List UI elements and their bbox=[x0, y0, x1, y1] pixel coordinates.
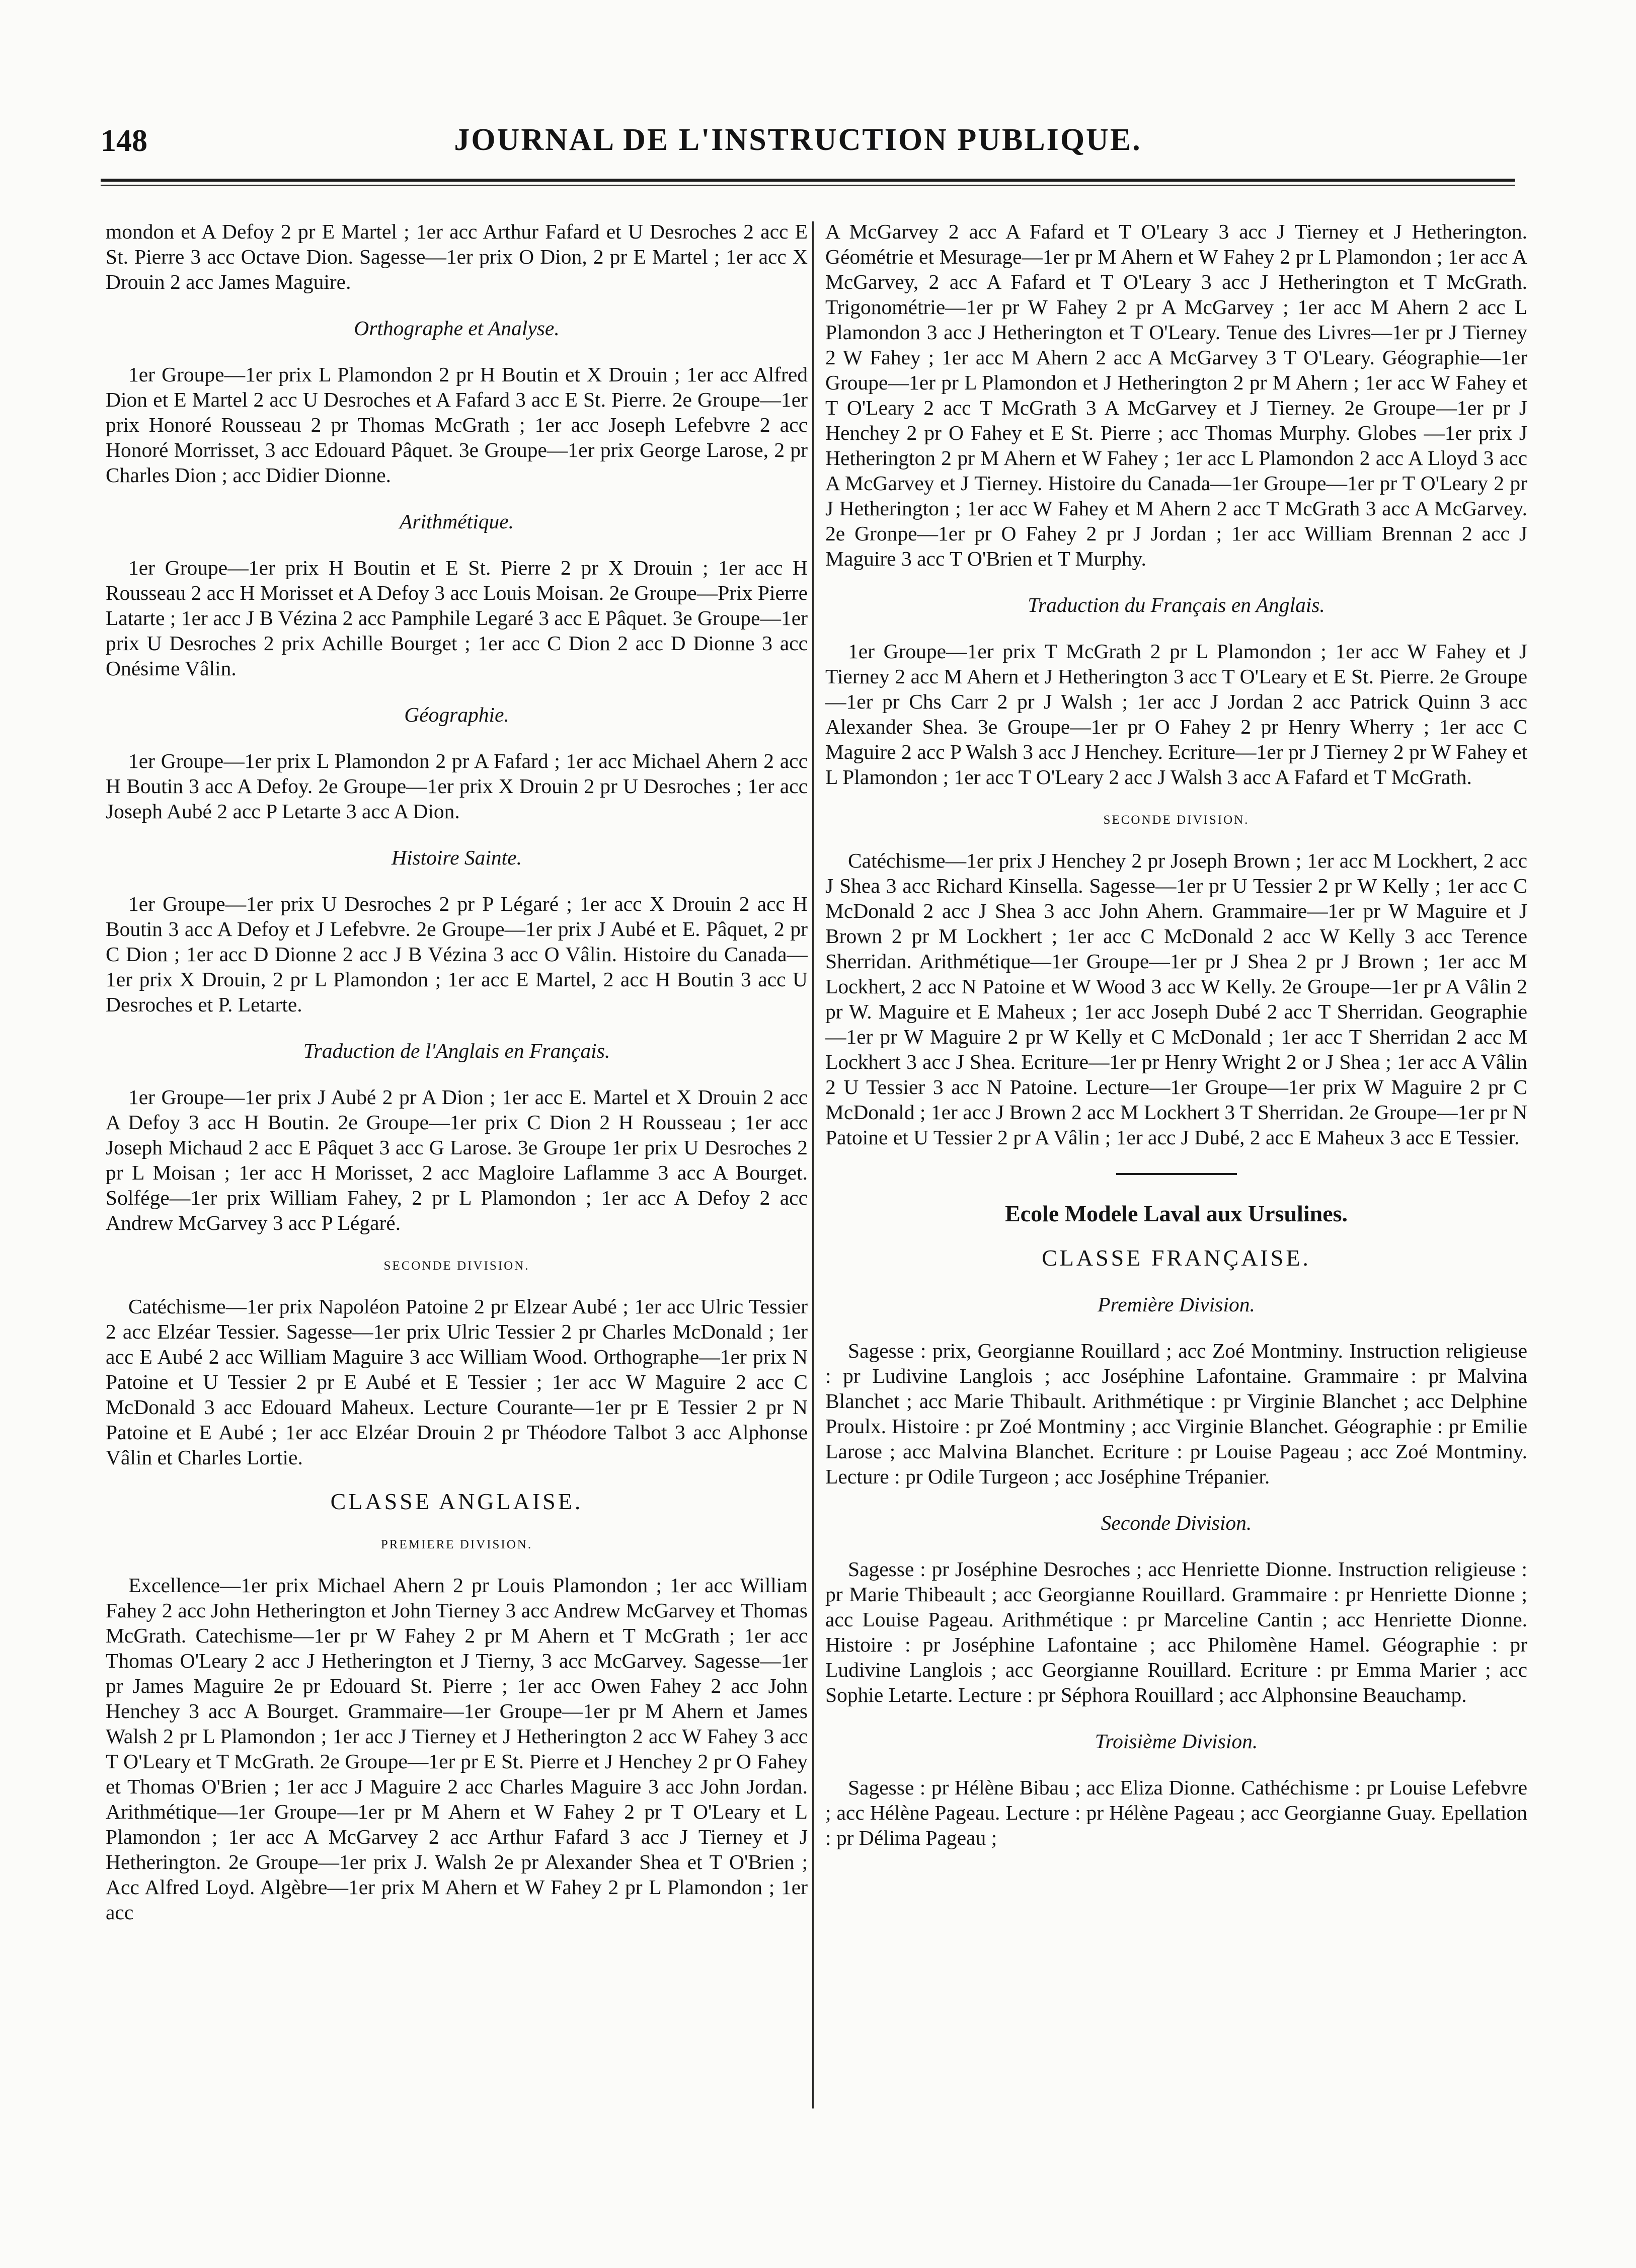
page-number: 148 bbox=[101, 124, 147, 158]
paragraph: Sagesse : pr Hélène Bibau ; acc Eliza Dionne. Cathéchisme : pr Louise Lefebvre ; acc Hélène Pageau. Lecture : pr Hélène Pageau ; acc Georgianne Guay. Epellation : pr Délima Pageau ; bbox=[825, 1776, 1527, 1849]
paragraph: Sagesse : prix, Georgianne Rouillard ; acc Zoé Montminy. Instruction religieuse : pr Ludivine Langlois ; acc Joséphine Lafontaine. Grammaire : pr Malvina Blanchet ; acc Marie Thibault. Arithmétique : pr Virginie Blanchet ; acc Delphine Proulx. Histoire : pr Zoé Montminy ; acc Virginie Blanchet. Géographie : pr Emilie Larose ; acc Malvina Blanchet. Ecriture : pr Louise Pageau ; acc Zoé Montminy. Lecture : pr Odile Turgeon ; acc Joséphine Trépanier. bbox=[825, 1339, 1527, 1488]
column-divider bbox=[812, 221, 814, 2108]
school-heading: Ecole Modele Laval aux Ursulines. bbox=[1004, 1201, 1348, 1226]
header-rule-thick bbox=[101, 179, 1515, 182]
section-heading: Seconde Division. bbox=[1101, 1511, 1252, 1534]
division-heading: SECONDE DIVISION. bbox=[1103, 813, 1250, 827]
division-heading: SECONDE DIVISION. bbox=[383, 1259, 530, 1273]
section-heading: Troisième Division. bbox=[1095, 1730, 1258, 1753]
paragraph: 1er Groupe—1er prix U Desroches 2 pr P Légaré ; 1er acc X Drouin 2 acc H Boutin 3 acc A Defoy et J Lefebvre. 2e Groupe—1er prix J Aubé et E. Pâquet, 2 pr C Dion ; 1er acc D Dionne 2 acc J B Vézina 3 acc O Vâlin. Histoire du Canada—1er prix X Drouin, 2 pr L Plamondon ; 1er acc E Martel, 2 acc H Boutin 3 acc U Desroches et P. Letarte. bbox=[106, 892, 808, 1016]
paragraph: mondon et A Defoy 2 pr E Martel ; 1er acc Arthur Fafard et U Desroches 2 acc E St. Pierre 3 acc Octave Dion. Sagesse—1er prix O Dion, 2 pr E Martel ; 1er acc X Drouin 2 acc James Maguire. bbox=[106, 220, 808, 293]
left-column bbox=[106, 219, 808, 2111]
class-heading: CLASSE ANGLAISE. bbox=[330, 1489, 583, 1514]
paragraph: Sagesse : pr Joséphine Desroches ; acc Henriette Dionne. Instruction religieuse : pr Marie Thibeault ; acc Georgianne Rouillard. Grammaire : pr Henriette Dionne ; acc Louise Pageau. Arithmétique : pr Marceline Cantin ; acc Henriette Dionne. Histoire : pr Joséphine Lafontaine ; acc Philomène Hamel. Géographie : pr Ludivine Langlois ; acc Georgianne Rouillard. Ecriture : pr Emma Marier ; acc Sophie Letarte. Lecture : pr Séphora Rouillard ; acc Alphonsine Beauchamp. bbox=[825, 1557, 1527, 1706]
paragraph: 1er Groupe—1er prix H Boutin et E St. Pierre 2 pr X Drouin ; 1er acc H Rousseau 2 acc H Morisset et A Defoy 3 acc Louis Moisan. 2e Groupe—Prix Pierre Latarte ; 1er acc J B Vézina 2 acc Pamphile Legaré 3 acc E Pâquet. 3e Groupe—1er prix U Desroches 2 prix Achille Bourget ; 1er acc C Dion 2 acc D Dionne 3 acc Onésime Vâlin. bbox=[106, 556, 808, 680]
section-heading: Histoire Sainte. bbox=[392, 846, 522, 869]
section-heading: Arithmétique. bbox=[399, 510, 514, 533]
section-heading: Orthographe et Analyse. bbox=[354, 317, 560, 340]
division-heading: PREMIERE DIVISION. bbox=[380, 1538, 533, 1551]
paragraph: 1er Groupe—1er prix T McGrath 2 pr L Plamondon ; 1er acc W Fahey et J Tierney 2 acc M Ahern et J Hetherington 3 acc T O'Leary et E St. Pierre. 2e Groupe—1er pr Chs Carr 2 pr J Walsh ; 1er acc J Jordan 2 acc Patrick Quinn 3 acc Alexander Shea. 3e Groupe—1er pr O Fahey 2 pr Henry Wherry ; 1er acc C Maguire 2 acc P Walsh 3 acc J Henchey. Ecriture—1er pr J Tierney 2 pr W Fahey et L Plamondon ; 1er acc T O'Leary 2 acc J Walsh 3 acc A Fafard et T McGrath. bbox=[825, 640, 1527, 789]
section-heading: Géographie. bbox=[404, 703, 509, 726]
paragraph: 1er Groupe—1er prix L Plamondon 2 pr H Boutin et X Drouin ; 1er acc Alfred Dion et E Martel 2 acc U Desroches et A Fafard 3 acc E St. Pierre. 2e Groupe—1er prix Honoré Rousseau 2 pr Thomas McGrath ; 1er acc Joseph Lefebvre 2 acc Honoré Morrisset, 3 acc Edouard Pâquet. 3e Groupe—1er prix George Larose, 2 pr Charles Dion ; acc Didier Dionne. bbox=[106, 363, 808, 487]
paragraph: A McGarvey 2 acc A Fafard et T O'Leary 3 acc J Tierney et J Hetherington. Géométrie et Mesurage—1er pr M Ahern et W Fahey 2 pr L Plamondon ; 1er acc A McGarvey, 2 acc A Fafard et T O'Leary 3 acc J Hetherington et T McGrath. Trigonométrie—1er pr W Fahey 2 pr A McGarvey ; 1er acc M Ahern 2 acc L Plamondon 3 acc J Hetherington et T O'Leary. Tenue des Livres—1er pr J Tierney 2 W Fahey ; 1er acc M Ahern 2 acc A McGarvey 3 T O'Leary. Géographie—1er Groupe—1er pr L Plamondon et J Hetherington 2 pr M Ahern ; 1er acc W Fahey et T O'Leary 2 acc T McGrath 3 A McGarvey et J Tierney. 2e Groupe—1er pr J Henchey 2 pr O Fahey et E St. Pierre ; acc Thomas Murphy. Globes —1er prix J Hetherington 2 pr M Ahern et W Fahey ; 1er acc L Plamondon 2 acc A Lloyd 3 acc A McGarvey et J Tierney. Histoire du Canada—1er Groupe—1er pr T O'Leary 2 pr J Hetherington ; 1er acc W Fahey et M Ahern 2 acc T McGrath 3 acc A McGarvey. 2e Gronpe—1er pr O Fahey 2 pr J Jordan ; 1er acc William Brennan 2 acc J Maguire 3 acc T O'Brien et T Murphy. bbox=[825, 220, 1527, 570]
class-heading: CLASSE FRANÇAISE. bbox=[1042, 1245, 1311, 1271]
paragraph: Catéchisme—1er prix Napoléon Patoine 2 pr Elzear Aubé ; 1er acc Ulric Tessier 2 acc Elzéar Tessier. Sagesse—1er prix Ulric Tessier 2 pr Charles McDonald ; 1er acc E Aubé 2 acc William Maguire 3 acc William Wood. Orthographe—1er prix N Patoine et U Tessier 2 pr E Aubé et E Tessier ; 1er acc W Maguire 2 acc C McDonald 3 acc Edouard Maheux. Lecture Courante—1er pr E Tessier 2 pr N Patoine et E Aubé ; 1er acc Elzéar Drouin 2 pr Théodore Talbot 3 acc Alphonse Vâlin et Charles Lortie. bbox=[106, 1295, 808, 1469]
right-column bbox=[825, 219, 1527, 2111]
running-title: JOURNAL DE L'INSTRUCTION PUBLIQUE. bbox=[454, 123, 1142, 157]
header-rule-thin bbox=[101, 185, 1515, 186]
section-heading: Traduction de l'Anglais en Français. bbox=[303, 1039, 610, 1062]
section-heading: Première Division. bbox=[1098, 1293, 1255, 1316]
paragraph: Excellence—1er prix Michael Ahern 2 pr Louis Plamondon ; 1er acc William Fahey 2 acc John Hetherington et John Tierney 3 acc Andrew McGarvey et Thomas McGrath. Catechisme—1er pr W Fahey 2 pr M Ahern et T McGrath ; 1er acc Thomas O'Leary 2 acc J Hetherington et J Tierny, 3 acc McGarvey. Sagesse—1er pr James Maguire 2e pr Edouard St. Pierre ; 1er acc Owen Fahey 2 acc John Henchey 3 acc A Bourget. Grammaire—1er Groupe—1er pr M Ahern et James Walsh 2 pr L Plamondon ; 1er acc J Tierney et J Hetherington 2 acc W Fahey 3 acc T O'Leary et T McGrath. 2e Groupe—1er pr E St. Pierre et J Henchey 2 pr O Fahey et Thomas O'Brien ; 1er acc J Maguire 2 acc Charles Maguire 3 acc John Jordan. Arithmétique—1er Groupe—1er pr M Ahern et W Fahey 2 pr T O'Leary et L Plamondon ; 1er acc A McGarvey 2 acc Arthur Fafard 3 acc J Tierney et J Hetherington. 2e Groupe—1er prix J. Walsh 2e pr Alexander Shea et T O'Brien ; Acc Alfred Loyd. Algèbre—1er prix M Ahern et W Fahey 2 pr L Plamondon ; 1er acc bbox=[106, 1574, 808, 1924]
paragraph: Catéchisme—1er prix J Henchey 2 pr Joseph Brown ; 1er acc M Lockhert, 2 acc J Shea 3 acc Richard Kinsella. Sagesse—1er pr U Tessier 2 pr W Kelly ; 1er acc C McDonald 2 acc J Shea 3 acc John Ahern. Grammaire—1er pr W Maguire et J Brown 2 pr M Lockhert ; 1er acc C McDonald 2 acc W Kelly 3 acc Terence Sherridan. Arithmétique—1er Groupe—1er pr J Shea 2 pr J Brown ; 1er acc M Lockhert, 2 acc N Patoine et W Wood 3 acc W Kelly. 2e Groupe—1er pr A Vâlin 2 pr W. Maguire et E Maheux ; 1er acc Joseph Dubé 2 acc T Sherridan. Geographie—1er pr W Maguire 2 pr W Kelly et C McDonald ; 1er acc T Sherridan 2 acc M Lockhert 3 acc J Shea. Ecriture—1er pr Henry Wright 2 or J Shea ; 1er acc A Vâlin 2 U Tessier 3 acc N Patoine. Lecture—1er Groupe—1er prix W Maguire 2 pr C McDonald ; 1er acc J Brown 2 acc M Lockhert 3 T Sherridan. 2e Groupe—1er pr N Patoine et U Tessier 2 pr A Vâlin ; 1er acc J Dubé, 2 acc E Maheux 3 acc E Tessier. bbox=[825, 849, 1527, 1149]
paragraph: 1er Groupe—1er prix L Plamondon 2 pr A Fafard ; 1er acc Michael Ahern 2 acc H Boutin 3 acc A Defoy. 2e Groupe—1er prix X Drouin 2 pr U Desroches ; 1er acc Joseph Aubé 2 acc P Letarte 3 acc A Dion. bbox=[106, 749, 808, 823]
page-header bbox=[81, 113, 1515, 159]
section-heading: Traduction du Français en Anglais. bbox=[1028, 593, 1325, 616]
paragraph: 1er Groupe—1er prix J Aubé 2 pr A Dion ; 1er acc E. Martel et X Drouin 2 acc A Defoy 3 acc H Boutin. 2e Groupe—1er prix C Dion 2 H Rousseau ; 1er acc Joseph Michaud 2 acc E Pâquet 3 acc G Larose. 3e Groupe 1er prix U Desroches 2 pr L Moisan ; 1er acc H Morisset, 2 acc Magloire Laflamme 3 acc A Bourget. Solfége—1er prix William Fahey, 2 pr L Plamondon ; 1er acc A Defoy 2 acc Andrew McGarvey 3 acc P Légaré. bbox=[106, 1085, 808, 1234]
section-separator bbox=[1116, 1173, 1237, 1175]
